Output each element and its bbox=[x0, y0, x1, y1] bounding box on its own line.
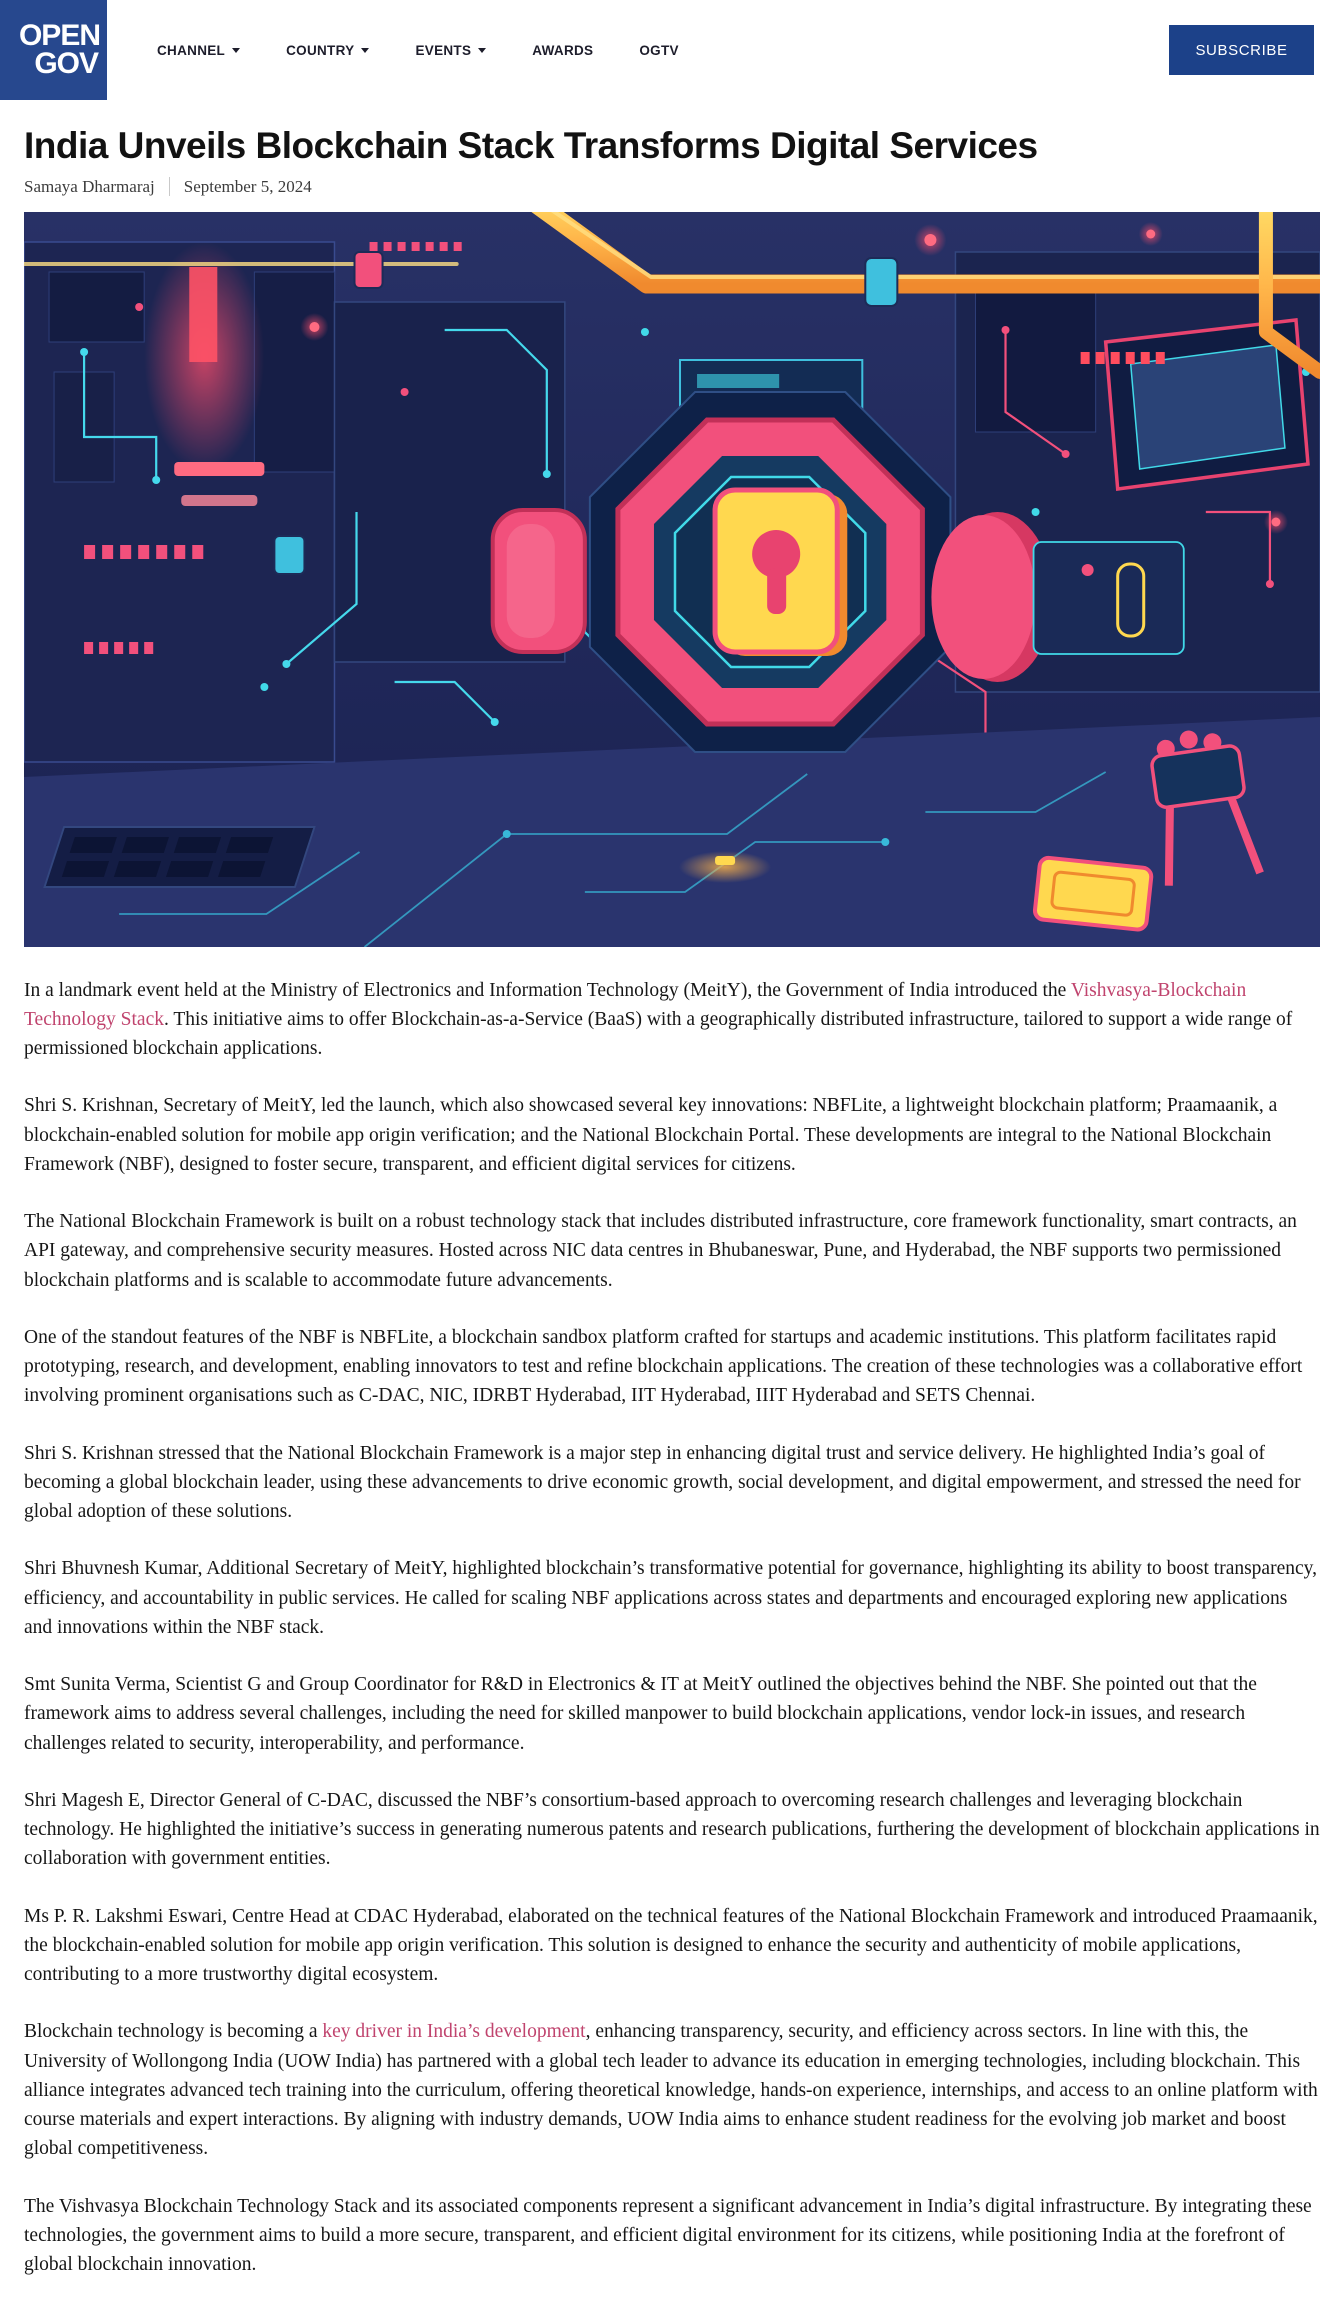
article-paragraph bbox=[24, 1439, 1320, 1527]
logo-line-2: GOV bbox=[34, 47, 98, 80]
paragraph-text: Shri Bhuvnesh Kumar, Additional Secretary of MeitY, highlighted blockchain’s transformative potential for governance, highlighting its ability to boost transparency, efficiency, and accountability in public services. He called for scaling NBF applications across states and departments and encouraged exploring new applications and innovations within the NBF stack. bbox=[24, 1558, 1317, 1638]
article-paragraph bbox=[24, 1670, 1320, 1758]
nav-item-awards[interactable] bbox=[532, 43, 593, 58]
nav-item-channel[interactable] bbox=[157, 43, 240, 58]
nav-item-label: CHANNEL bbox=[157, 42, 226, 58]
paragraph-text: Shri Magesh E, Director General of C-DAC, discussed the NBF’s consortium-based approach to overcoming research challenges and leveraging blockchain technology. He highlighted the initiative’s success in generating numerous patents and research publications, furthering the development of blockchain applications in collaboration with government entities. bbox=[24, 1789, 1320, 1870]
article-paragraph bbox=[24, 1786, 1320, 1874]
nav-item-country[interactable] bbox=[286, 43, 369, 58]
paragraph-text: In a landmark event held at the Ministry of Electronics and Information Technology (MeitY), the Government of India introduced the bbox=[24, 979, 1071, 1001]
hero-image bbox=[24, 212, 1320, 947]
chevron-down-icon bbox=[361, 48, 369, 53]
opengov-logo[interactable] bbox=[0, 0, 107, 100]
chevron-down-icon bbox=[478, 48, 486, 53]
byline bbox=[24, 177, 1320, 197]
article-body bbox=[24, 976, 1320, 2319]
hero-illustration bbox=[24, 212, 1320, 947]
logo-line-1: OPEN bbox=[18, 18, 100, 52]
inline-link[interactable]: key driver in India’s development bbox=[322, 2021, 586, 2043]
article-paragraph bbox=[24, 2017, 1320, 2163]
paragraph-text: Shri S. Krishnan stressed that the National Blockchain Framework is a major step in enhancing digital trust and service delivery. He highlighted India’s goal of becoming a global blockchain leader, using these advancements to drive economic growth, social development, and digital empowerment, and stressed the need for global adoption of these solutions. bbox=[24, 1442, 1301, 1523]
site-header bbox=[0, 0, 1344, 100]
paragraph-text: Ms P. R. Lakshmi Eswari, Centre Head at CDAC Hyderabad, elaborated on the technical features of the National Blockchain Framework and introduced Praamaanik, the blockchain-enabled solution for mobile app origin verification. This solution is designed to enhance the security and authenticity of mobile applications, contributing to a more trustworthy digital ecosystem. bbox=[24, 1905, 1318, 1986]
byline-divider bbox=[169, 177, 170, 196]
nav-item-events[interactable] bbox=[415, 43, 486, 58]
article-paragraph bbox=[24, 1902, 1320, 1990]
article-page bbox=[0, 126, 1344, 2319]
nav-item-label: OGTV bbox=[639, 42, 679, 58]
paragraph-text: The Vishvasya Blockchain Technology Stack and its associated components represent a significant advancement in India’s digital infrastructure. By integrating these technologies, the government aims to build a more secure, transparent, and efficient digital environment for its citizens, while positioning India at the forefront of global blockchain innovation. bbox=[24, 2195, 1312, 2276]
nav-item-label: AWARDS bbox=[532, 42, 594, 58]
paragraph-text: . This initiative aims to offer Blockchain-as-a-Service (BaaS) with a geographically distributed infrastructure, tailored to support a wide range of permissioned blockchain applications. bbox=[24, 1008, 1293, 1060]
chevron-down-icon bbox=[232, 48, 240, 53]
paragraph-text: One of the standout features of the NBF is NBFLite, a blockchain sandbox platform crafted for startups and academic institutions. This platform facilitates rapid prototyping, research, and development, enabling innovators to test and refine blockchain applications. The creation of these technologies was a collaborative effort involving prominent organisations such as C-DAC, NIC, IDRBT Hyderabad, IIT Hyderabad, IIIT Hyderabad and SETS Chennai. bbox=[24, 1326, 1303, 1407]
nav-item-ogtv[interactable] bbox=[639, 43, 678, 58]
nav-item-label: EVENTS bbox=[415, 42, 472, 58]
publish-date: September 5, 2024 bbox=[183, 176, 312, 196]
paragraph-text: The National Blockchain Framework is built on a robust technology stack that includes distributed infrastructure, core framework functionality, smart contracts, an API gateway, and comprehensive security measures. Hosted across NIC data centres in Bhubaneswar, Pune, and Hyderabad, the NBF supports two permissioned blockchain platforms and is scalable to accommodate future advancements. bbox=[24, 1211, 1297, 1291]
paragraph-text: Smt Sunita Verma, Scientist G and Group Coordinator for R&D in Electronics & IT at MeitY outlined the objectives behind the NBF. She pointed out that the framework aims to address several challenges, including the need for skilled manpower to build blockchain applications, vendor lock-in issues, and research challenges related to security, interoperability, and performance. bbox=[24, 1674, 1257, 1754]
subscribe-button[interactable]: SUBSCRIBE bbox=[1169, 25, 1314, 75]
article-paragraph bbox=[24, 1554, 1320, 1642]
article-paragraph bbox=[24, 1091, 1320, 1179]
article-paragraph bbox=[24, 976, 1320, 1064]
author-name[interactable]: Samaya Dharmaraj bbox=[24, 176, 155, 196]
paragraph-text: Blockchain technology is becoming a bbox=[24, 2021, 323, 2043]
article-paragraph bbox=[24, 1207, 1320, 1295]
article-paragraph bbox=[24, 1323, 1320, 1411]
nav-menu bbox=[157, 43, 679, 58]
article-paragraph bbox=[24, 2192, 1320, 2280]
lock-icon bbox=[715, 490, 847, 656]
paragraph-text: , enhancing transparency, security, and efficiency across sectors. In line with this, the University of Wollongong India (UOW India) has partnered with a global tech leader to advance its education in emerging technologies, including blockchain. This alliance integrates advanced tech training into the curriculum, offering theoretical knowledge, hands-on experience, internships, and access to an online platform with course materials and expert interactions. By aligning with industry demands, UOW India aims to enhance student readiness for the evolving job market and boost global competitiveness. bbox=[24, 2021, 1318, 2160]
inline-link[interactable]: Vishvasya-Blockchain Technology Stack bbox=[24, 979, 1247, 1030]
paragraph-text: Shri S. Krishnan, Secretary of MeitY, led the launch, which also showcased several key innovations: NBFLite, a lightweight blockchain platform; Praamaanik, a blockchain-enabled solution for mobile app origin verification; and the National Blockchain Portal. These developments are integral to the National Blockchain Framework (NBF), designed to foster secure, transparent, and efficient digital services for citizens. bbox=[24, 1095, 1278, 1175]
page-title: India Unveils Blockchain Stack Transforms Digital Services bbox=[24, 125, 1038, 166]
nav-item-label: COUNTRY bbox=[286, 42, 355, 58]
